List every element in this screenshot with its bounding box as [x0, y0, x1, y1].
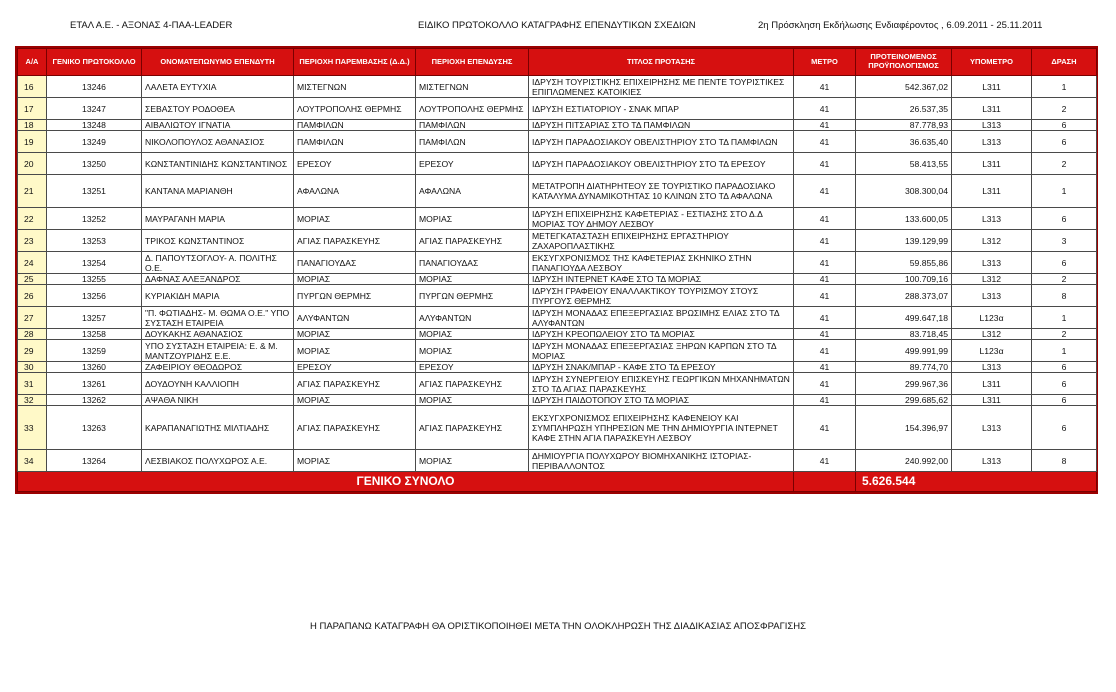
cell-protocol: 13262 — [47, 395, 142, 406]
cell-investor-name: ΔΟΥΚΑΚΗΣ ΑΘΑΝΑΣΙΟΣ — [142, 329, 294, 340]
cell-protocol: 13255 — [47, 274, 142, 285]
grand-total-label: ΓΕΝΙΚΟ ΣΥΝΟΛΟ — [18, 472, 794, 492]
cell-investment-area: ΑΓΙΑΣ ΠΑΡΑΣΚΕΥΗΣ — [416, 406, 529, 450]
cell-submetro: L311 — [952, 175, 1032, 208]
cell-investment-area: ΑΓΙΑΣ ΠΑΡΑΣΚΕΥΗΣ — [416, 373, 529, 395]
cell-intervention-area: ΑΦΑΛΩΝΑ — [294, 175, 416, 208]
cell-budget: 139.129,99 — [856, 230, 952, 252]
cell-intervention-area: ΜΟΡΙΑΣ — [294, 208, 416, 230]
cell-protocol: 13253 — [47, 230, 142, 252]
cell-proposal-title: ΙΔΡΥΣΗ ΠΙΤΣΑΡΙΑΣ ΣΤΟ ΤΔ ΠΑΜΦΙΛΩΝ — [529, 120, 794, 131]
cell-investment-area: ΜΟΡΙΑΣ — [416, 208, 529, 230]
cell-metro: 41 — [794, 76, 856, 98]
cell-aa: 21 — [18, 175, 47, 208]
grand-total-row — [18, 472, 1097, 492]
cell-investment-area: ΠΑΜΦΙΛΩΝ — [416, 131, 529, 153]
cell-intervention-area: ΜΟΡΙΑΣ — [294, 450, 416, 472]
cell-intervention-area: ΜΟΡΙΑΣ — [294, 274, 416, 285]
cell-aa: 23 — [18, 230, 47, 252]
cell-protocol: 13260 — [47, 362, 142, 373]
cell-drasi: 6 — [1032, 362, 1097, 373]
cell-drasi: 2 — [1032, 329, 1097, 340]
cell-proposal-title: ΙΔΡΥΣΗ ΕΠΙΧΕΙΡΗΣΗΣ ΚΑΦΕΤΕΡΙΑΣ - ΕΣΤΙΑΣΗΣ ΣΤΟ Δ.Δ ΜΟΡΙΑΣ ΤΟΥ ΔΗΜΟΥ ΛΕΣΒΟΥ — [529, 208, 794, 230]
cell-investor-name: Δ. ΠΑΠΟΥΤΣΟΓΛΟΥ- Α. ΠΟΛΙΤΗΣ Ο.Ε. — [142, 252, 294, 274]
protocol-table — [17, 48, 1097, 492]
cell-aa: 29 — [18, 340, 47, 362]
cell-submetro: L313 — [952, 252, 1032, 274]
cell-investor-name: ΚΥΡΙΑΚΙΔΗ ΜΑΡΙΑ — [142, 285, 294, 307]
cell-investor-name: ΛΕΣΒΙΑΚΟΣ ΠΟΛΥΧΩΡΟΣ Α.Ε. — [142, 450, 294, 472]
cell-submetro: L312 — [952, 329, 1032, 340]
cell-investor-name: ΝΙΚΟΛΟΠΟΥΛΟΣ ΑΘΑΝΑΣΙΟΣ — [142, 131, 294, 153]
protocol-table-container — [15, 46, 1098, 494]
cell-proposal-title: ΕΚΣΥΓΧΡΟΝΙΣΜΟΣ ΤΗΣ ΚΑΦΕΤΕΡΙΑΣ ΣΚΗΝΙΚΟ ΣΤΗΝ ΠΑΝΑΓΙΟΥΔΑ ΛΕΣΒΟΥ — [529, 252, 794, 274]
cell-submetro: L312 — [952, 230, 1032, 252]
cell-budget: 499.647,18 — [856, 307, 952, 329]
cell-investor-name: ΚΑΝΤΑΝΑ ΜΑΡΙΑΝΘΗ — [142, 175, 294, 208]
cell-metro: 41 — [794, 373, 856, 395]
table-row — [18, 307, 1097, 329]
cell-aa: 31 — [18, 373, 47, 395]
cell-budget: 26.537,35 — [856, 98, 952, 120]
cell-budget: 299.967,36 — [856, 373, 952, 395]
cell-metro: 41 — [794, 395, 856, 406]
cell-submetro: L313 — [952, 120, 1032, 131]
cell-protocol: 13252 — [47, 208, 142, 230]
cell-protocol: 13258 — [47, 329, 142, 340]
cell-metro: 41 — [794, 307, 856, 329]
cell-investor-name: ΥΠΟ ΣΥΣΤΑΣΗ ΕΤΑΙΡΕΙΑ: Ε. & Μ. ΜΑΝΤΖΟΥΡΙΔΗΣ Ε.Ε. — [142, 340, 294, 362]
cell-protocol: 13254 — [47, 252, 142, 274]
cell-investor-name: ΤΡΙΚΟΣ ΚΩΝΣΤΑΝΤΙΝΟΣ — [142, 230, 294, 252]
cell-metro: 41 — [794, 208, 856, 230]
column-header-drasi: ΔΡΑΣΗ — [1032, 49, 1097, 76]
table-row — [18, 98, 1097, 120]
cell-proposal-title: ΙΔΡΥΣΗ ΚΡΕΟΠΩΛΕΙΟΥ ΣΤΟ ΤΔ ΜΟΡΙΑΣ — [529, 329, 794, 340]
cell-aa: 33 — [18, 406, 47, 450]
cell-intervention-area: ΠΑΜΦΙΛΩΝ — [294, 120, 416, 131]
cell-investment-area: ΛΟΥΤΡΟΠΟΛΗΣ ΘΕΡΜΗΣ — [416, 98, 529, 120]
cell-proposal-title: ΕΚΣΥΓΧΡΟΝΙΣΜΟΣ ΕΠΙΧΕΙΡΗΣΗΣ ΚΑΦΕΝΕΙΟΥ ΚΑΙ ΣΥΜΠΛΗΡΩΣΗ ΥΠΗΡΕΣΙΩΝ ΜΕ ΤΗΝ ΔΗΜΙΟΥΡΓΙΑ ΙΝΤΕΡΝΕΤ ΚΑΦΕ ΣΤΗΝ ΑΓΙΑ ΠΑΡΑΣΚΕΥΗ ΛΕΣΒΟΥ — [529, 406, 794, 450]
cell-aa: 16 — [18, 76, 47, 98]
cell-protocol: 13251 — [47, 175, 142, 208]
cell-investor-name: ΔΟΥΔΟΥΝΗ ΚΑΛΛΙΟΠΗ — [142, 373, 294, 395]
cell-budget: 87.778,93 — [856, 120, 952, 131]
table-row — [18, 285, 1097, 307]
table-row — [18, 175, 1097, 208]
header-document-title: ΕΙΔΙΚΟ ΠΡΩΤΟΚΟΛΛΟ ΚΑΤΑΓΡΑΦΗΣ ΕΠΕΝΔΥΤΙΚΩΝ ΣΧΕΔΙΩΝ — [418, 20, 696, 31]
cell-submetro: L311 — [952, 98, 1032, 120]
cell-proposal-title: ΜΕΤΑΤΡΟΠΗ ΔΙΑΤΗΡΗΤΕΟΥ ΣΕ ΤΟΥΡΙΣΤΙΚΟ ΠΑΡΑΔΟΣΙΑΚΟ ΚΑΤΑΛΥΜΑ ΔΥΝΑΜΙΚΟΤΗΤΑΣ 10 ΚΛΙΝΩΝ ΣΤΟ ΤΔ ΑΦΑΛΩΝΑ — [529, 175, 794, 208]
cell-intervention-area: ΑΛΥΦΑΝΤΩΝ — [294, 307, 416, 329]
table-row — [18, 373, 1097, 395]
cell-proposal-title: ΙΔΡΥΣΗ ΓΡΑΦΕΙΟΥ ΕΝΑΛΛΑΚΤΙΚΟΥ ΤΟΥΡΙΣΜΟΥ ΣΤΟΥΣ ΠΥΡΓΟΥΣ ΘΕΡΜΗΣ — [529, 285, 794, 307]
cell-proposal-title: ΙΔΡΥΣΗ ΙΝΤΕΡΝΕΤ ΚΑΦΕ ΣΤΟ ΤΔ ΜΟΡΙΑΣ — [529, 274, 794, 285]
cell-investor-name: ΚΩΝΣΤΑΝΤΙΝΙΔΗΣ ΚΩΝΣΤΑΝΤΙΝΟΣ — [142, 153, 294, 175]
cell-drasi: 6 — [1032, 208, 1097, 230]
cell-aa: 30 — [18, 362, 47, 373]
cell-proposal-title: ΙΔΡΥΣΗ ΠΑΡΑΔΟΣΙΑΚΟΥ ΟΒΕΛΙΣΤΗΡΙΟΥ ΣΤΟ ΤΔ ΠΑΜΦΙΛΩΝ — [529, 131, 794, 153]
column-header-metro: ΜΕΤΡΟ — [794, 49, 856, 76]
cell-metro: 41 — [794, 120, 856, 131]
table-row — [18, 120, 1097, 131]
cell-investment-area: ΕΡΕΣΟΥ — [416, 362, 529, 373]
table-row — [18, 340, 1097, 362]
table-row — [18, 274, 1097, 285]
cell-investment-area: ΕΡΕΣΟΥ — [416, 153, 529, 175]
column-header-submetro: ΥΠΟΜΕΤΡΟ — [952, 49, 1032, 76]
column-header-investor-name: ΟΝΟΜΑΤΕΠΩΝΥΜΟ ΕΠΕΝΔΥΤΗ — [142, 49, 294, 76]
cell-protocol: 13261 — [47, 373, 142, 395]
column-header-investment-area: ΠΕΡΙΟΧΗ ΕΠΕΝΔΥΣΗΣ — [416, 49, 529, 76]
cell-budget: 299.685,62 — [856, 395, 952, 406]
cell-protocol: 13259 — [47, 340, 142, 362]
column-header-intervention-area: ΠΕΡΙΟΧΗ ΠΑΡΕΜΒΑΣΗΣ (Δ.Δ.) — [294, 49, 416, 76]
cell-drasi: 1 — [1032, 76, 1097, 98]
cell-drasi: 6 — [1032, 373, 1097, 395]
cell-budget: 133.600,05 — [856, 208, 952, 230]
cell-aa: 18 — [18, 120, 47, 131]
table-row — [18, 395, 1097, 406]
cell-aa: 25 — [18, 274, 47, 285]
cell-drasi: 2 — [1032, 274, 1097, 285]
cell-budget: 100.709,16 — [856, 274, 952, 285]
cell-submetro: L123α — [952, 340, 1032, 362]
cell-submetro: L313 — [952, 450, 1032, 472]
cell-investment-area: ΑΦΑΛΩΝΑ — [416, 175, 529, 208]
cell-investor-name: ΔΑΦΝΑΣ ΑΛΕΞΑΝΔΡΟΣ — [142, 274, 294, 285]
cell-metro: 41 — [794, 340, 856, 362]
cell-submetro: L313 — [952, 285, 1032, 307]
cell-submetro: L313 — [952, 406, 1032, 450]
cell-investment-area: ΑΓΙΑΣ ΠΑΡΑΣΚΕΥΗΣ — [416, 230, 529, 252]
cell-investment-area: ΜΟΡΙΑΣ — [416, 395, 529, 406]
table-row — [18, 252, 1097, 274]
cell-aa: 26 — [18, 285, 47, 307]
header-organization: ΕΤΑΛ Α.Ε. - ΑΞΟΝΑΣ 4-ΠΑΑ-LEADER — [70, 20, 233, 31]
cell-investment-area: ΜΟΡΙΑΣ — [416, 340, 529, 362]
table-row — [18, 76, 1097, 98]
cell-budget: 154.396,97 — [856, 406, 952, 450]
cell-investment-area: ΜΟΡΙΑΣ — [416, 329, 529, 340]
column-header-protocol: ΓΕΝΙΚΟ ΠΡΩΤΟΚΟΛΛΟ — [47, 49, 142, 76]
cell-proposal-title: ΙΔΡΥΣΗ ΠΑΙΔΟΤΟΠΟΥ ΣΤΟ ΤΔ ΜΟΡΙΑΣ — [529, 395, 794, 406]
cell-budget: 240.992,00 — [856, 450, 952, 472]
cell-investment-area: ΜΟΡΙΑΣ — [416, 274, 529, 285]
cell-intervention-area: ΑΓΙΑΣ ΠΑΡΑΣΚΕΥΗΣ — [294, 373, 416, 395]
cell-drasi: 6 — [1032, 120, 1097, 131]
cell-metro: 41 — [794, 131, 856, 153]
cell-drasi: 6 — [1032, 252, 1097, 274]
cell-aa: 19 — [18, 131, 47, 153]
cell-budget: 58.413,55 — [856, 153, 952, 175]
cell-submetro: L313 — [952, 362, 1032, 373]
cell-investment-area: ΑΛΥΦΑΝΤΩΝ — [416, 307, 529, 329]
cell-proposal-title: ΙΔΡΥΣΗ ΠΑΡΑΔΟΣΙΑΚΟΥ ΟΒΕΛΙΣΤΗΡΙΟΥ ΣΤΟ ΤΔ ΕΡΕΣΟΥ — [529, 153, 794, 175]
cell-drasi: 2 — [1032, 153, 1097, 175]
cell-drasi: 6 — [1032, 406, 1097, 450]
cell-drasi: 6 — [1032, 131, 1097, 153]
cell-metro: 41 — [794, 252, 856, 274]
cell-intervention-area: ΜΙΣΤΕΓΝΩΝ — [294, 76, 416, 98]
cell-drasi: 3 — [1032, 230, 1097, 252]
cell-metro: 41 — [794, 285, 856, 307]
cell-aa: 20 — [18, 153, 47, 175]
cell-submetro: L311 — [952, 153, 1032, 175]
cell-drasi: 2 — [1032, 98, 1097, 120]
cell-aa: 17 — [18, 98, 47, 120]
cell-metro: 41 — [794, 274, 856, 285]
table-row — [18, 131, 1097, 153]
column-header-aa: Α/Α — [18, 49, 47, 76]
cell-aa: 27 — [18, 307, 47, 329]
cell-proposal-title: ΔΗΜΙΟΥΡΓΙΑ ΠΟΛΥΧΩΡΟΥ ΒΙΟΜΗΧΑΝΙΚΗΣ ΙΣΤΟΡΙΑΣ- ΠΕΡΙΒΑΛΛΟΝΤΟΣ — [529, 450, 794, 472]
cell-budget: 89.774,70 — [856, 362, 952, 373]
cell-intervention-area: ΕΡΕΣΟΥ — [294, 362, 416, 373]
cell-metro: 41 — [794, 450, 856, 472]
cell-drasi: 8 — [1032, 285, 1097, 307]
cell-drasi: 1 — [1032, 175, 1097, 208]
cell-intervention-area: ΠΥΡΓΩΝ ΘΕΡΜΗΣ — [294, 285, 416, 307]
document-header — [0, 20, 1116, 34]
grand-total-value: 5.626.544 — [856, 472, 1097, 492]
cell-intervention-area: ΑΓΙΑΣ ΠΑΡΑΣΚΕΥΗΣ — [294, 406, 416, 450]
cell-protocol: 13246 — [47, 76, 142, 98]
table-row — [18, 406, 1097, 450]
cell-investment-area: ΠΑΝΑΓΙΟΥΔΑΣ — [416, 252, 529, 274]
cell-proposal-title: ΙΔΡΥΣΗ ΕΣΤΙΑΤΟΡΙΟΥ - ΣΝΑΚ ΜΠΑΡ — [529, 98, 794, 120]
table-row — [18, 450, 1097, 472]
cell-investor-name: ΣΕΒΑΣΤΟΥ ΡΟΔΟΘΕΑ — [142, 98, 294, 120]
cell-intervention-area: ΜΟΡΙΑΣ — [294, 340, 416, 362]
cell-drasi: 8 — [1032, 450, 1097, 472]
cell-aa: 32 — [18, 395, 47, 406]
cell-intervention-area: ΑΓΙΑΣ ΠΑΡΑΣΚΕΥΗΣ — [294, 230, 416, 252]
cell-protocol: 13256 — [47, 285, 142, 307]
cell-submetro: L311 — [952, 373, 1032, 395]
cell-investor-name: "Π. ΦΩΤΙΑΔΗΣ- Μ. ΘΩΜΑ Ο.Ε." ΥΠΟ ΣΥΣΤΑΣΗ ΕΤΑΙΡΕΙΑ — [142, 307, 294, 329]
cell-budget: 499.991,99 — [856, 340, 952, 362]
cell-submetro: L312 — [952, 274, 1032, 285]
grand-total-spacer — [794, 472, 856, 492]
column-header-budget: ΠΡΟΤΕΙΝΟΜΕΝΟΣ ΠΡΟΫΠΟΛΟΓΙΣΜΟΣ — [856, 49, 952, 76]
table-row — [18, 208, 1097, 230]
cell-intervention-area: ΛΟΥΤΡΟΠΟΛΗΣ ΘΕΡΜΗΣ — [294, 98, 416, 120]
cell-protocol: 13249 — [47, 131, 142, 153]
cell-budget: 288.373,07 — [856, 285, 952, 307]
cell-aa: 28 — [18, 329, 47, 340]
cell-submetro: L311 — [952, 395, 1032, 406]
cell-aa: 24 — [18, 252, 47, 274]
cell-aa: 34 — [18, 450, 47, 472]
cell-budget: 36.635,40 — [856, 131, 952, 153]
cell-metro: 41 — [794, 153, 856, 175]
footer-note-text: Η ΠΑΡΑΠΑΝΩ ΚΑΤΑΓΡΑΦΗ ΘΑ ΟΡΙΣΤΙΚΟΠΟΙΗΘΕΙ ΜΕΤΑ ΤΗΝ ΟΛΟΚΛΗΡΩΣΗ ΤΗΣ ΔΙΑΔΙΚΑΣΙΑΣ ΑΠΟΣΦΡΑΓΙΣΗΣ — [309, 621, 807, 632]
cell-proposal-title: ΙΔΡΥΣΗ ΤΟΥΡΙΣΤΙΚΗΣ ΕΠΙΧΕΙΡΗΣΗΣ ΜΕ ΠΕΝΤΕ ΤΟΥΡΙΣΤΙΚΕΣ ΕΠΙΠΛΩΜΕΝΕΣ ΚΑΤΟΙΚΙΕΣ — [529, 76, 794, 98]
cell-intervention-area: ΜΟΡΙΑΣ — [294, 329, 416, 340]
cell-proposal-title: ΙΔΡΥΣΗ ΣΝΑΚ/ΜΠΑΡ - ΚΑΦΕ ΣΤΟ ΤΔ ΕΡΕΣΟΥ — [529, 362, 794, 373]
cell-investor-name: ΚΑΡΑΠΑΝΑΓΙΩΤΗΣ ΜΙΛΤΙΑΔΗΣ — [142, 406, 294, 450]
header-call-period: 2η Πρόσκληση Εκδήλωσης Ενδιαφέροντος , 6.09.2011 - 25.11.2011 — [758, 20, 1043, 31]
cell-investor-name: ΑΨΑΘΑ ΝΙΚΗ — [142, 395, 294, 406]
cell-metro: 41 — [794, 329, 856, 340]
cell-protocol: 13257 — [47, 307, 142, 329]
cell-aa: 22 — [18, 208, 47, 230]
cell-metro: 41 — [794, 98, 856, 120]
table-row — [18, 362, 1097, 373]
cell-investment-area: ΜΟΡΙΑΣ — [416, 450, 529, 472]
cell-submetro: L123α — [952, 307, 1032, 329]
cell-budget: 59.855,86 — [856, 252, 952, 274]
cell-intervention-area: ΕΡΕΣΟΥ — [294, 153, 416, 175]
cell-drasi: 6 — [1032, 395, 1097, 406]
cell-proposal-title: ΙΔΡΥΣΗ ΜΟΝΑΔΑΣ ΕΠΕΞΕΡΓΑΣΙΑΣ ΞΗΡΩΝ ΚΑΡΠΩΝ ΣΤΟ ΤΔ ΜΟΡΙΑΣ — [529, 340, 794, 362]
cell-proposal-title: ΙΔΡΥΣΗ ΜΟΝΑΔΑΣ ΕΠΕΞΕΡΓΑΣΙΑΣ ΒΡΩΣΙΜΗΣ ΕΛΙΑΣ ΣΤΟ ΤΔ ΑΛΥΦΑΝΤΩΝ — [529, 307, 794, 329]
cell-investment-area: ΠΥΡΓΩΝ ΘΕΡΜΗΣ — [416, 285, 529, 307]
cell-intervention-area: ΠΑΝΑΓΙΟΥΔΑΣ — [294, 252, 416, 274]
cell-investment-area: ΜΙΣΤΕΓΝΩΝ — [416, 76, 529, 98]
cell-investor-name: ΖΑΦΕΙΡΙΟΥ ΘΕΟΔΩΡΟΣ — [142, 362, 294, 373]
cell-protocol: 13248 — [47, 120, 142, 131]
cell-budget: 542.367,02 — [856, 76, 952, 98]
cell-proposal-title: ΙΔΡΥΣΗ ΣΥΝΕΡΓΕΙΟΥ ΕΠΙΣΚΕΥΗΣ ΓΕΩΡΓΙΚΩΝ ΜΗΧΑΝΗΜΑΤΩΝ ΣΤΟ ΤΔ ΑΓΙΑΣ ΠΑΡΑΣΚΕΥΗΣ — [529, 373, 794, 395]
cell-proposal-title: ΜΕΤΕΓΚΑΤΑΣΤΑΣΗ ΕΠΙΧΕΙΡΗΣΗΣ ΕΡΓΑΣΤΗΡΙΟΥ ΖΑΧΑΡΟΠΛΑΣΤΙΚΗΣ — [529, 230, 794, 252]
cell-protocol: 13264 — [47, 450, 142, 472]
cell-protocol: 13250 — [47, 153, 142, 175]
cell-metro: 41 — [794, 175, 856, 208]
cell-investor-name: ΛΑΛΕΤΑ ΕΥΤΥΧΙΑ — [142, 76, 294, 98]
cell-metro: 41 — [794, 406, 856, 450]
cell-investor-name: ΑΙΒΑΛΙΩΤΟΥ ΙΓΝΑΤΙΑ — [142, 120, 294, 131]
cell-protocol: 13247 — [47, 98, 142, 120]
table-row — [18, 329, 1097, 340]
table-row — [18, 153, 1097, 175]
cell-drasi: 1 — [1032, 340, 1097, 362]
cell-protocol: 13263 — [47, 406, 142, 450]
cell-investment-area: ΠΑΜΦΙΛΩΝ — [416, 120, 529, 131]
table-row — [18, 230, 1097, 252]
cell-metro: 41 — [794, 230, 856, 252]
cell-submetro: L313 — [952, 208, 1032, 230]
cell-intervention-area: ΜΟΡΙΑΣ — [294, 395, 416, 406]
column-header-proposal-title: ΤΙΤΛΟΣ ΠΡΟΤΑΣΗΣ — [529, 49, 794, 76]
cell-budget: 308.300,04 — [856, 175, 952, 208]
table-header-row — [18, 49, 1097, 76]
cell-intervention-area: ΠΑΜΦΙΛΩΝ — [294, 131, 416, 153]
cell-drasi: 1 — [1032, 307, 1097, 329]
cell-investor-name: ΜΑΥΡΑΓΑΝΗ ΜΑΡΙΑ — [142, 208, 294, 230]
footer-note — [0, 621, 1116, 632]
cell-metro: 41 — [794, 362, 856, 373]
cell-submetro: L311 — [952, 76, 1032, 98]
cell-budget: 83.718,45 — [856, 329, 952, 340]
cell-submetro: L313 — [952, 131, 1032, 153]
